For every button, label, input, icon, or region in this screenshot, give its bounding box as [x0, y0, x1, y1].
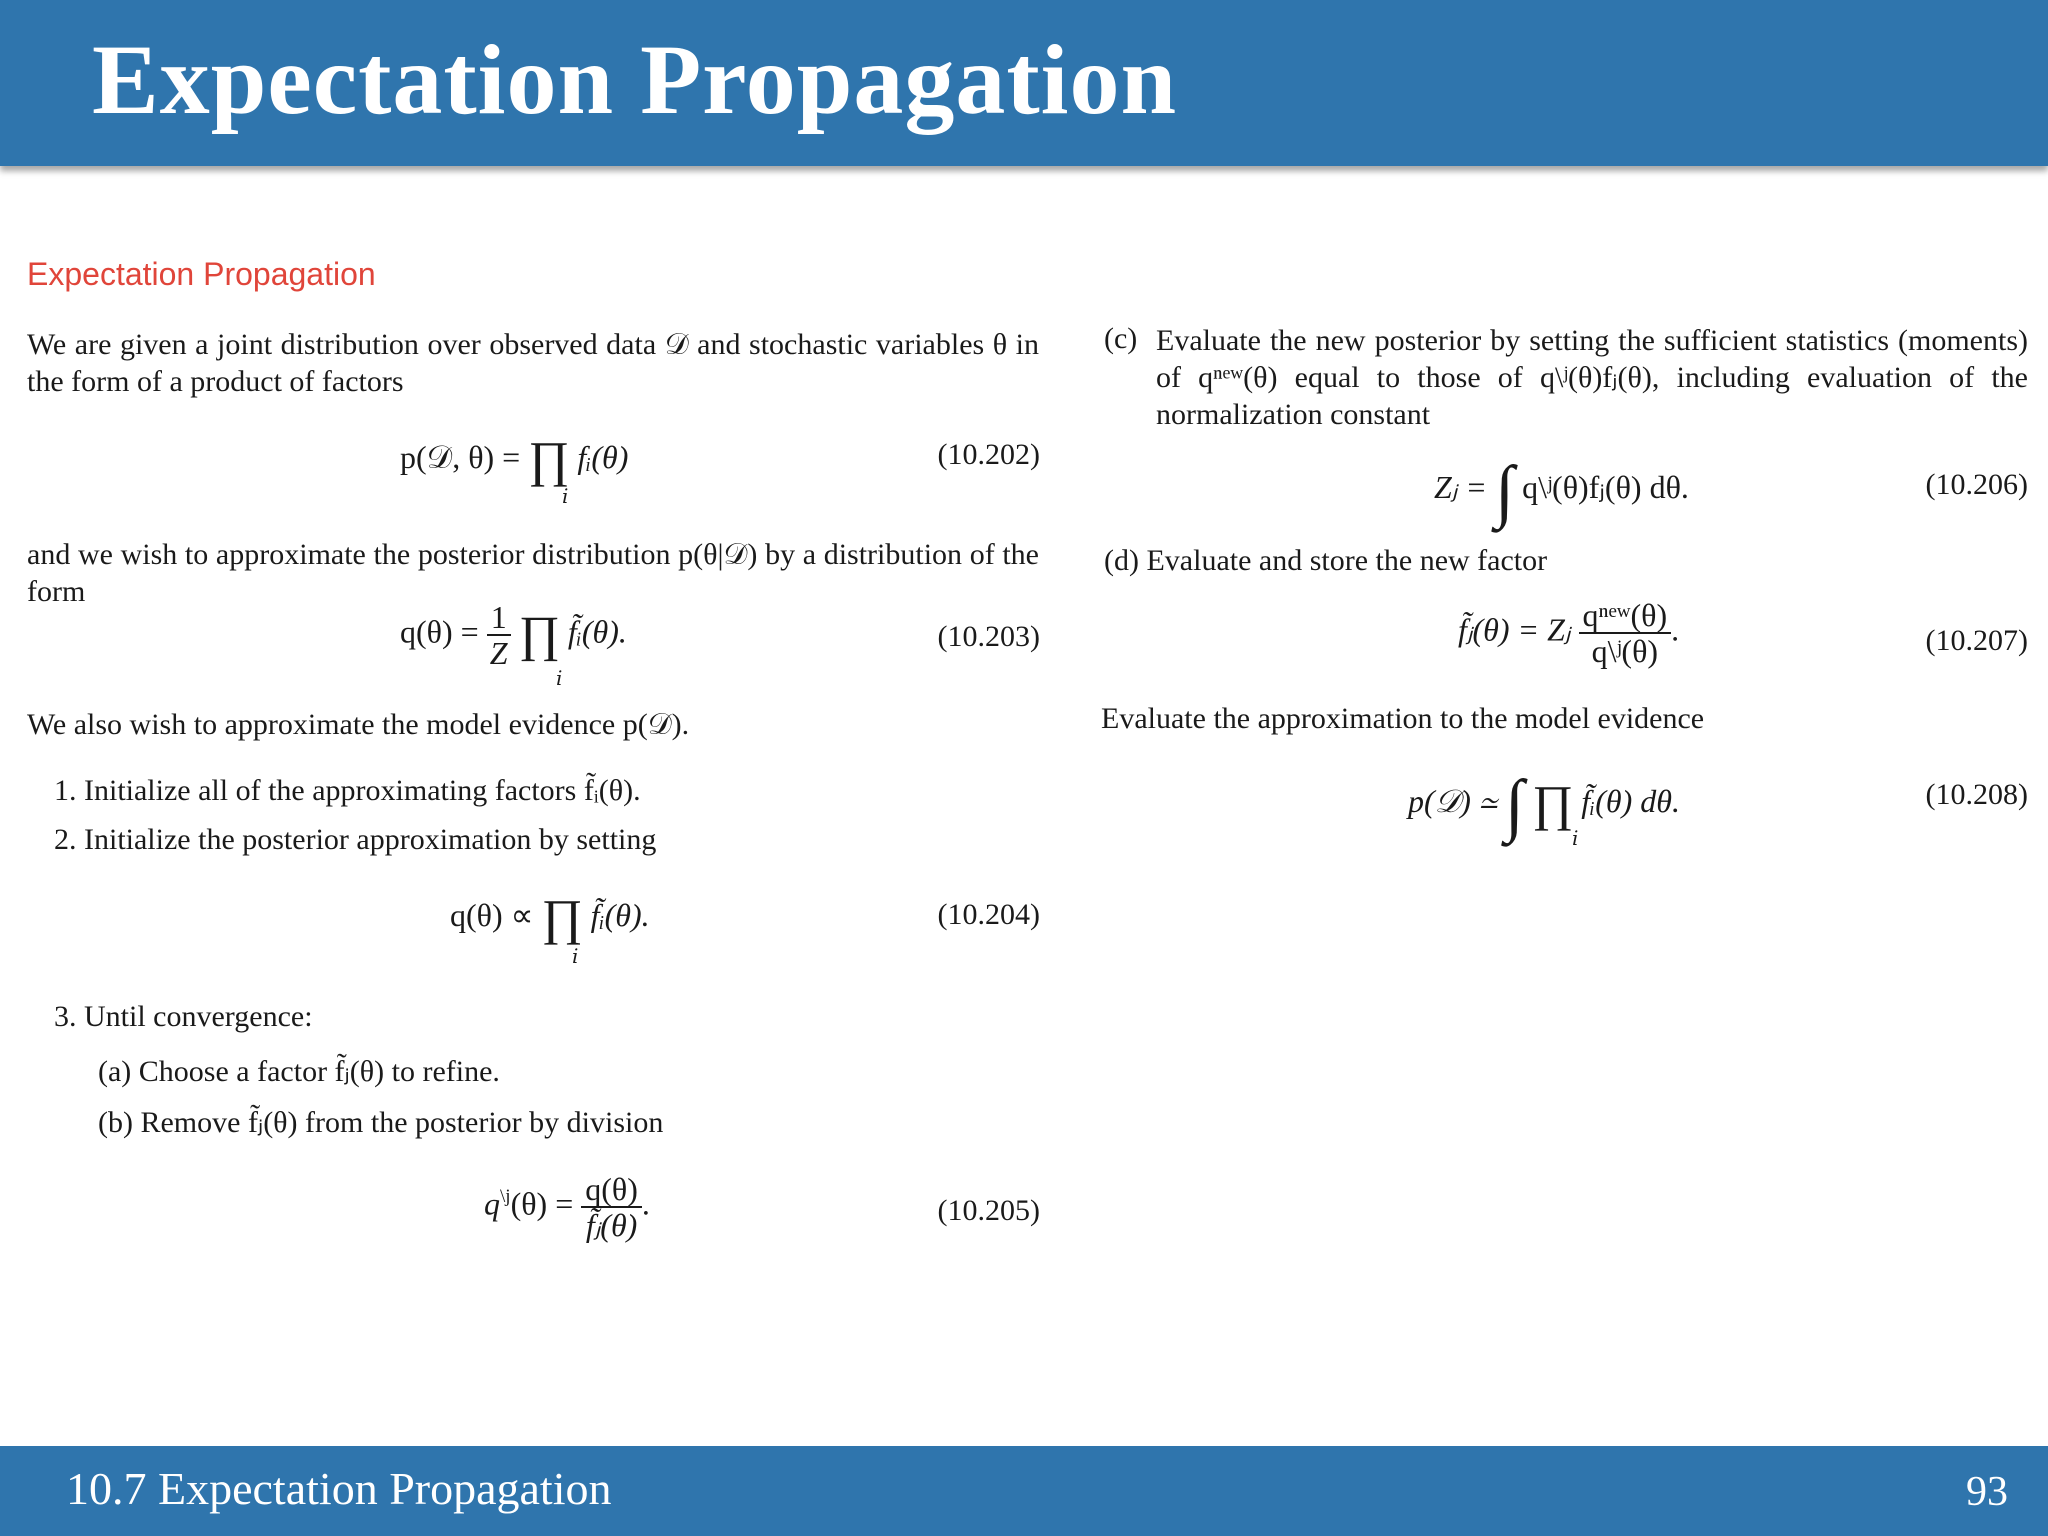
approx-paragraph: and we wish to approximate the posterior distribution p(θ|𝒟) by a distribution of the form — [27, 538, 1039, 608]
section-title: Expectation Propagation — [27, 256, 376, 292]
step-3b: (b) Remove f̃ⱼ(θ) from the posterior by division — [98, 1106, 664, 1139]
eq-number-10-207: (10.207) — [1925, 624, 2028, 657]
step-3c-label: (c) — [1104, 322, 1138, 355]
eq-number-10-206: (10.206) — [1925, 468, 2028, 501]
step-3c: Evaluate the new posterior by setting the sufficient statistics (moments) of qⁿᵉʷ(θ) equal to those of q\ʲ(θ)fⱼ(θ), including evaluation of the normalization constant — [1156, 324, 2028, 431]
equation-10-204: q(θ) ∝ ∏ f̃ᵢ(θ). — [450, 889, 650, 945]
eq-number-10-204: (10.204) — [937, 898, 1040, 931]
step-1: 1. Initialize all of the approximating factors f̃ᵢ(θ). — [54, 774, 641, 807]
footer-bar — [0, 1446, 2048, 1536]
eq-number-10-208: (10.208) — [1925, 778, 2028, 811]
equation-10-206: Zⱼ = ∫ q\ʲ(θ)fⱼ(θ) dθ. — [1434, 453, 1689, 530]
footer-section: 10.7 Expectation Propagation — [66, 1463, 612, 1514]
final-paragraph: Evaluate the approximation to the model evidence — [1101, 702, 1705, 735]
step-2: 2. Initialize the posterior approximation by setting — [54, 823, 657, 856]
equation-10-203: q(θ) = $\frac{1}{Z}$ ∏ f̃ᵢ(θ). — [400, 599, 627, 671]
equation-10-202: p(𝒟, θ) = ∏ fᵢ(θ) — [400, 431, 629, 487]
step-3d: (d) Evaluate and store the new factor — [1104, 544, 1548, 577]
equation-10-205: $q^{\backslash j}(\theta)$ = $\frac{q(\theta)}{\text{f̃ⱼ(θ)}}$ . — [484, 1171, 650, 1243]
prod-index: i — [572, 944, 579, 968]
prod-index: i — [562, 484, 569, 508]
page-number: 93 — [1966, 1469, 2008, 1515]
equation-10-208: p(𝒟) ≃ ∫ ∏ f̃ᵢ(θ) dθ. — [1408, 767, 1680, 844]
eq-number-10-203: (10.203) — [937, 620, 1040, 653]
slide-title: Expectation Propagation — [92, 24, 1178, 135]
eq-number-10-202: (10.202) — [937, 438, 1040, 471]
eq-number-10-205: (10.205) — [937, 1194, 1040, 1227]
step-3: 3. Until convergence: — [54, 1000, 313, 1033]
title-bar — [0, 0, 2048, 166]
prod-index: i — [556, 666, 563, 690]
evidence-paragraph: We also wish to approximate the model evidence p(𝒟). — [27, 708, 690, 741]
step-3a: (a) Choose a factor f̃ⱼ(θ) to refine. — [98, 1055, 500, 1088]
prod-index: i — [1572, 826, 1579, 850]
intro-paragraph: We are given a joint distribution over observed data 𝒟 and stochastic variables θ in the form of a product of factors — [27, 328, 1039, 398]
equation-10-207: f̃ⱼ(θ) = Zⱼ $\frac{\text{qⁿᵉʷ(θ)}}{\text{q\textbackslash{}ʲ(θ)}}$ . — [1458, 597, 1680, 669]
